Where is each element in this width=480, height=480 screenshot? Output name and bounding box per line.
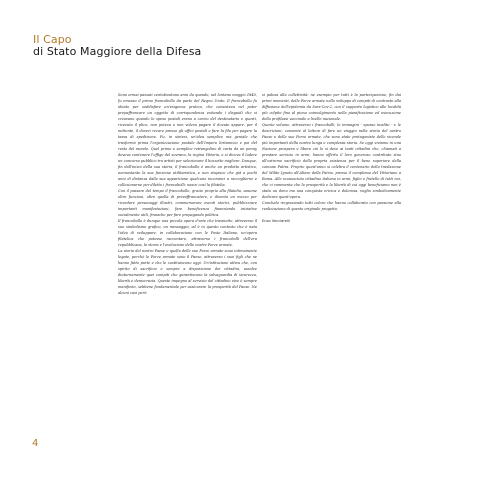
paragraph: Concludo ringraziando tutti coloro che hanno collaborato con passione alla realizzazione di questo originale progetto. [262,201,401,211]
title-office: di Stato Maggiore della Difesa [33,45,202,58]
title-role: Il Capo [33,33,72,46]
page-number: 4 [32,438,39,449]
paragraph: Il francobollo è dunque una piccola opera d'arte che trasmette, attraverso il suo simbolismo grafico, un messaggio, ed è in questo contesto che è nata l'idea di sviluppare, in collaborazione con le Poste Italiane, un'opera filatelica che potesse raccontare, attraverso i francobolli dell'era repubblicana, la storia e l'evoluzione delle nostre Forze armate. [118,219,257,247]
paragraph: Con il passare del tempo il francobollo, grazie proprio alla filatelia, assume oltre funzioni, oltre quella di prevaffrancatore, e diventa un mezzo per ricordare personaggi illustri, commemorare eventi storici, pubblicizzare importanti manifestazioni, fare beneficenza finanziando iniziative socialmente utili, finanche per fare propaganda politica. [118,189,257,217]
paragraph: La storia del nostro Paese e quella delle sue Forze armate sono intimamente legate, perché le Forze armate sono il Paese, attraverso i suoi figli che ne hanno fatto parte e che le costituiscono oggi. Un'istituzione attiva che, con spirito di sacrificio e sempre a disposizione dei cittadini, assolve diuturnamente quei compiti che garantiscono la salvaguardia di sicurezza, libertà e democrazia. Queste impegno al servizio del cittadino vive è sempre manifesto, sebbene fondamentale per assicurare la prosperità del Paese. Ne alcuni casi però [118,249,257,295]
paragraph: Sono ormai passati centottantuno anni da quando, nel lontano maggio 1840, fu emesso il primo francobollo da parte del Regno Unito. Il francobollo fu ideato per soddisfare un'esigenza pratica, che consisteva nel poter prepaffrancare un oggetto di corrispondenza evitando i disguidi che si creavano quando le spese postali erano a carico del destinatario e questi, ricevuto il plico, non poteva o non voleva pagare il dovuto appare, per il mittente, il doveri recare presso gli uffici postali e fare la fila per pagare la tassa di spedizione. Fu, in sintesi, un'idea semplice ma geniale che trasformò prima l'organizzazione postale dell'Impero britannico e poi del resto del mondo. Quel primo e semplice rettangolino di carta da un penny doveva contenere l'effige del sovrano, la regina Vittoria, e si diceva il ludere un concorso pubblico tra artisti per selezionare il bozzetto migliore. Dunque, fin dall'inizio della sua storia, il francobollo è anche un prodotto artistico, nonnostante la sua funzione utilitaristica, e non stupisce che già a pochi anni di distanza dalla sua apparizione qualcuno incominci a raccoglierne e collezionarne per diletto i francobolli: nasce così la filatelia. [118,93,257,187]
page-title [33,34,333,58]
text-column-right [262,92,401,224]
paragraph: si palesa alla collettività: ne esempio per tutti è la partecipazione, fin dai primi momenti, delle Forze armate nello sviluppo di compiti di contrasto alla diffusione dell'epidemia da Sars-Cov-2, con il supporto logistico alle località più colpite fino al pieno coinvolgimento nella pianificazione ed esecuzione della profilassi vaccinale a livello nazionale. [262,93,401,121]
paragraph: Queste volume, attraverso i francobolli, le immagini - spesso inedite - e le descrizioni, consente al lettore di fare un viaggio nella storia del nostro Paese e delle sue Forze armate, che sono state protagoniste delle vicende più importanti della nostra lunga e complessa storia. Se oggi viviamo in una Nazione prospera e libera ciò lo si deve ai tanti cittadini che, chiamati a prestare servizio in armi, hanno offerto il loro generoso contributo sino all'estremo sacrificio della propria esistenza per il bene superiore della comune Patria. Proprio quest'anno si celebra il centenario della traslazione del Milite Ignoto all'Altare della Patria, presso il complesso del Vittoriano a Roma. Alle sconosciuto cittadino italiano in armi, figlio e fratello di tutti noi, che ci rammenta che la prosperità e la libertà di cui oggi beneficiamo non è stata un dono ma una conquista ericica e dolorosa, voglio simbolicamente dedicare quest'opera. [262,123,401,199]
text-column-left [118,92,257,296]
signature: Enzo Vecciarelli [262,219,290,223]
